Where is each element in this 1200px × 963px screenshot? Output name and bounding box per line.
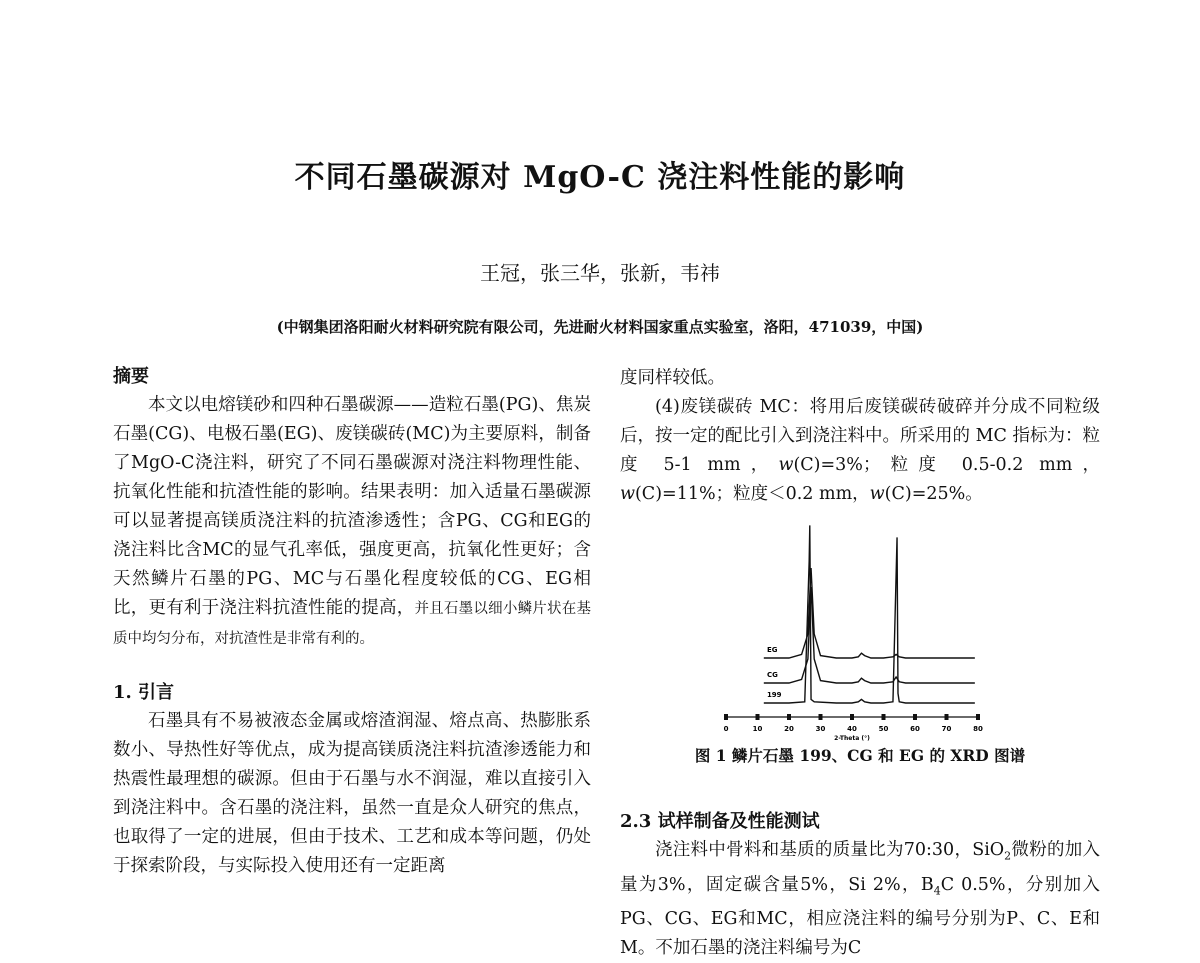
x-tick-label: 70 [941, 725, 952, 733]
x-tick-label: 60 [910, 725, 920, 733]
xrd-chart [718, 511, 1018, 742]
x-tick-mark [724, 714, 728, 720]
affiliation: (中钢集团洛阳耐火材料研究院有限公司，先进耐火材料国家重点实验室，洛阳，471039，中国) [276, 318, 924, 336]
abstract-heading: 摘要 [113, 366, 149, 387]
intro-heading: 1. 引言 [113, 682, 175, 703]
x-tick-mark [945, 714, 949, 720]
x-tick-label: 20 [784, 725, 794, 733]
x-tick-label: 50 [878, 725, 889, 733]
x-tick-label: 30 [815, 725, 826, 733]
left-column [113, 362, 591, 881]
section-heading: 2.3 试样制备及性能测试 [620, 811, 820, 832]
series-line-EG [764, 568, 975, 658]
abstract-text: 本文以电熔镁砂和四种石墨碳源——造粒石墨(PG)、焦炭石墨(CG)、电极石墨(EG)、废镁碳砖(MC)为主要原料，制备了MgO-C浇注料，研究了不同石墨碳源对浇注料物理性能、抗氧化性能和抗渣性能的影响。结果表明：加入适量石墨碳源可以显著提高镁质浇注料的抗渣渗透性；含PG、CG和EG的浇注料比含MC的显气孔率低，强度更高，抗氧化性更好；含天然鳞片石墨的PG、MC与石墨化程度较低的CG、EG相比，更有利于浇注料抗渣性能的提高，并且石墨以细小鳞片状在基质中均匀分布，对抗渣性是非常有利的。 [113, 395, 592, 647]
x-tick-mark [882, 714, 886, 720]
x-tick-label: 40 [847, 725, 857, 733]
intro-text: 石墨具有不易被液态金属或熔渣润湿、熔点高、热膨胀系数小、导热性好等优点，成为提高镁质浇注料抗渣渗透能力和热震性最理想的碳源。但由于石墨与水不润湿，难以直接引入到浇注料中。含石墨的浇注料，虽然一直是众人研究的焦点，也取得了一定的进展，但由于技术、工艺和成本等问题，仍处于探索阶段，与实际投入使用还有一定距离 [113, 711, 591, 876]
series-line-CG [764, 587, 975, 683]
continued-text: 度同样较低。 [620, 368, 725, 388]
legend-label-199: 199 [766, 691, 782, 699]
right-column [620, 364, 1100, 963]
xrd-figure [620, 511, 1100, 801]
legend-label-EG: EG [766, 646, 778, 654]
paper-title: 不同石墨碳源对 MgO-C 浇注料性能的影响 [294, 160, 906, 195]
legend-label-CG: CG [766, 671, 778, 679]
x-tick-mark [913, 714, 917, 720]
series-line-199 [764, 525, 975, 703]
x-tick-label: 10 [752, 725, 763, 733]
x-tick-label: 80 [973, 725, 983, 733]
x-tick-mark [756, 714, 760, 720]
section-text: 浇注料中骨料和基质的质量比为70:30，SiO$_2$微粉的加入量为3%，固定碳含量5%，Si 2%，$B_4C$ 0.5%，分别加入PG、CG、EG和MC，相应浇注料的编号分别为P、C、E和M。不加石墨的浇注料编号为C [620, 840, 1100, 958]
x-axis-label: 2-Theta (°) [834, 735, 870, 742]
mc-paragraph: (4)废镁碳砖 MC：将用后废镁碳砖破碎并分成不同粒级后，按一定的配比引入到浇注料中。所采用的 MC 指标为：粒度 5-1 mm，w(C)=3%；粒度 0.5-0.2 mm，w(C)=11%；粒度＜0.2 mm，w(C)=25%。 [620, 397, 1101, 504]
x-tick-mark [787, 714, 791, 720]
x-tick-mark [850, 714, 854, 720]
x-tick-mark [976, 714, 980, 720]
x-tick-label: 0 [723, 725, 729, 733]
x-tick-mark [819, 714, 823, 720]
abstract-text-small: 并且石墨以细小鳞片状在基质中均匀分布，对抗渣性是非常有利的。 [113, 601, 592, 647]
figure-caption: 图 1 鳞片石墨 199、CG 和 EG 的 XRD 图谱 [694, 746, 1026, 765]
authors: 王冠，张三华，张新，韦祎 [480, 261, 720, 285]
